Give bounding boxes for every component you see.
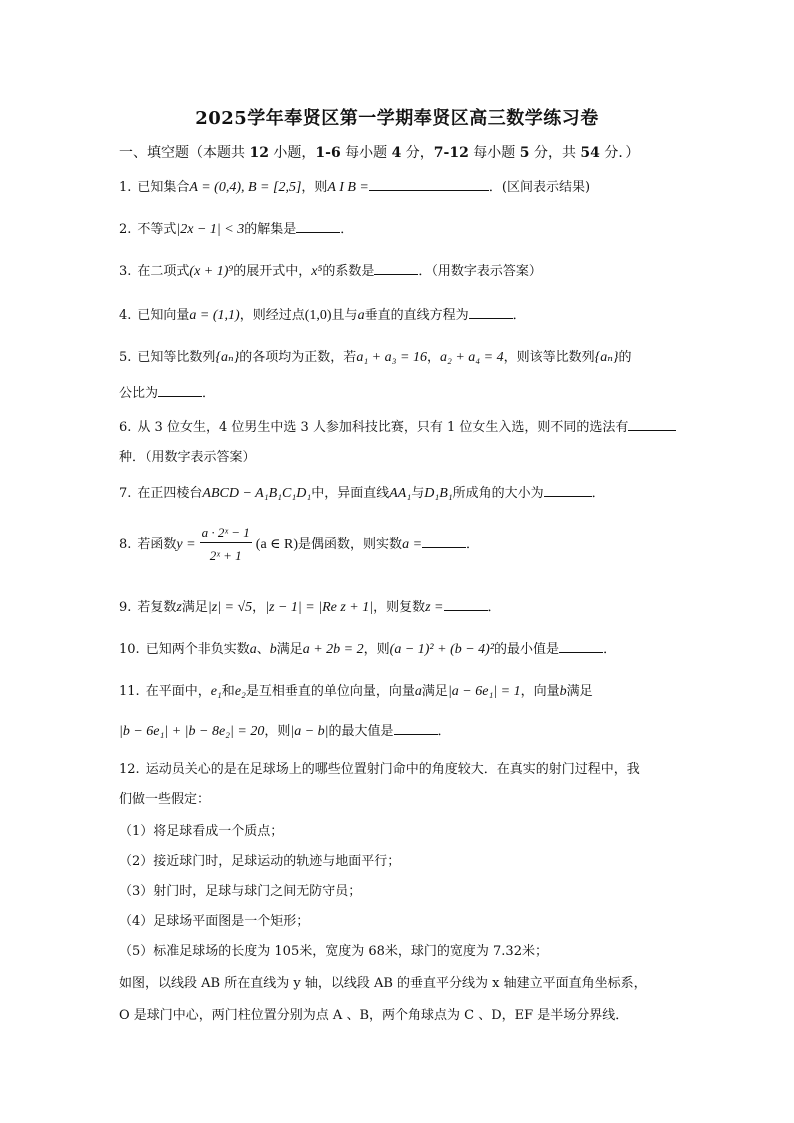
question-9: 9. 若复数z满足|z| = √5，|z − 1| = |Re z + 1|，则复数z = ．	[119, 600, 501, 615]
answer-blank[interactable]	[158, 384, 202, 397]
answer-blank[interactable]	[369, 178, 489, 191]
answer-blank[interactable]	[422, 535, 466, 548]
answer-blank[interactable]	[374, 262, 418, 275]
question-7: 7. 在正四棱台ABCD − A₁B₁C₁D₁中，异面直线AA₁与D₁B₁所成角的大小为 ．	[119, 486, 605, 501]
question-6-cont: 种．（用数字表示答案）	[119, 450, 256, 465]
question-1: 1. 已知集合A = (0,4), B = [2,5]，则A I B = ．(区间表示结果)	[119, 180, 591, 195]
question-11: 11. 在平面中，e₁和e₂是互相垂直的单位向量，向量a满足|a − 6e₁| = 1，向量b满足	[119, 684, 593, 699]
assumption-5: （5）标准足球场的长度为 105米，宽度为 68米，球门的宽度为 7.32米；	[119, 944, 548, 959]
question-10: 10. 已知两个非负实数a、b满足a + 2b = 2，则(a − 1)² + (b − 4)²的最小值是 ．	[119, 642, 617, 657]
question-6: 6. 从 3 位女生，4 位男生中选 3 人参加科技比赛，只有 1 位女生入选，则不同的选法有	[119, 418, 676, 438]
answer-blank[interactable]	[394, 722, 438, 735]
answer-blank[interactable]	[544, 484, 592, 497]
question-3: 3. 在二项式(x + 1)⁹的展开式中，x⁵的系数是 ．（用数字表示答案）	[119, 264, 542, 279]
assumption-3: （3）射门时，足球与球门之间无防守员；	[119, 884, 362, 899]
section-header: 一、填空题（本题共 12 小题，1-6 每小题 4 分，7-12 每小题 5 分，共 54 分．）	[119, 145, 640, 161]
question-2: 2. 不等式|2x − 1| < 3的解集是 ．	[119, 222, 354, 237]
answer-blank[interactable]	[444, 598, 488, 611]
question-11-cont: |b − 6e₁| + |b − 8e₂| = 20，则|a − b|的最大值是 ．	[119, 724, 451, 739]
assumption-1: （1）将足球看成一个质点；	[119, 824, 284, 839]
question-8: 8. 若函数y = $\frac{\text{a · 2ˣ − 1}}{\text{2ˣ + 1}}$ (a ∈ R)是偶函数，则实数a = ．	[119, 525, 480, 563]
fraction: $\frac{\text{a · 2ˣ − 1}}{\text{2ˣ + 1}}$	[201, 525, 250, 563]
assumption-2: （2）接近球门时，足球运动的轨迹与地面平行；	[119, 854, 401, 869]
page-title: 2025学年奉贤区第一学期奉贤区高三数学练习卷	[195, 108, 599, 129]
question-4: 4. 已知向量a = (1,1)，则经过点(1,0)且与a垂直的直线方程为 ．	[119, 308, 526, 323]
assumption-4: （4）足球场平面图是一个矩形；	[119, 914, 310, 929]
answer-blank[interactable]	[559, 640, 603, 653]
question-5-cont: 公比为 ．	[119, 386, 216, 401]
answer-blank[interactable]	[296, 220, 340, 233]
question-5: 5. 已知等比数列{aₙ}的各项均为正数，若a₁ + a₃ = 16，a₂ + a₄ = 4，则该等比数列{aₙ}的	[119, 350, 632, 365]
answer-blank[interactable]	[628, 418, 676, 431]
q12-paragraph-2: O 是球门中心，两门柱位置分别为点 A 、B，两个角球点为 C 、D，EF 是半场分界线．	[119, 1008, 629, 1023]
q12-paragraph-1: 如图，以线段 AB 所在直线为 y 轴，以线段 AB 的垂直平分线为 x 轴建立平面直角坐标系，	[119, 976, 647, 991]
question-12-line2: 们做一些假定：	[119, 792, 211, 807]
answer-blank[interactable]	[469, 306, 513, 319]
question-12: 12. 运动员关心的是在足球场上的哪些位置射门命中的角度较大．在真实的射门过程中，我	[119, 762, 640, 777]
